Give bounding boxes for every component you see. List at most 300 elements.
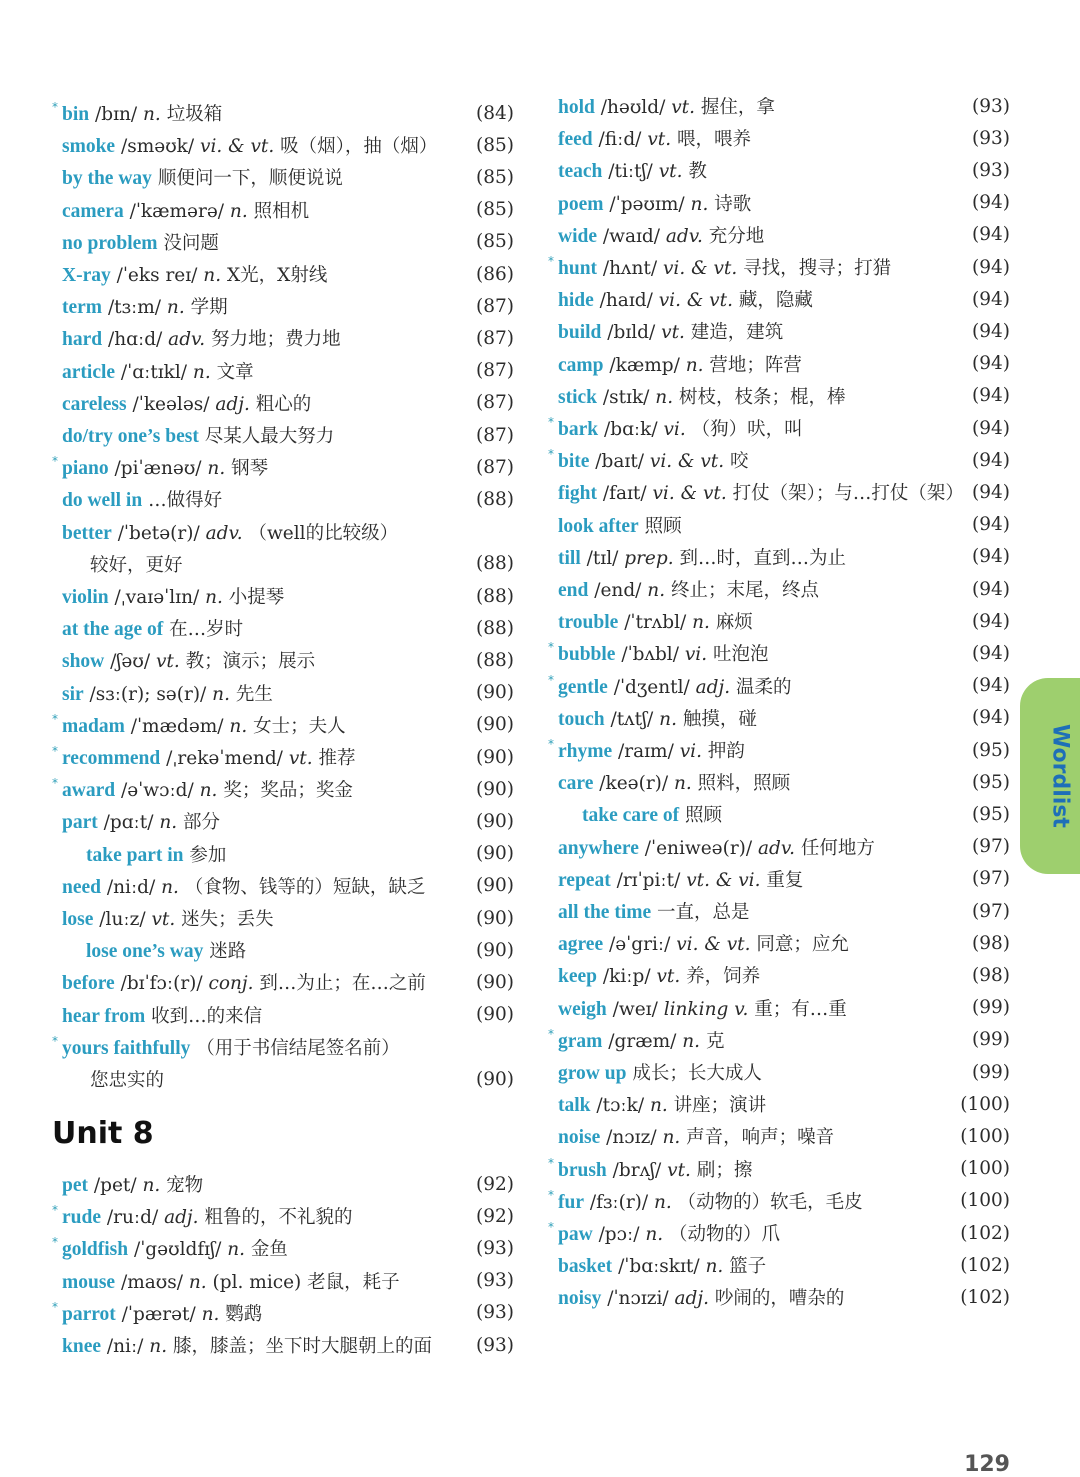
headword[interactable]: bubble [558, 644, 616, 666]
pronunciation: /niːd/ [101, 876, 162, 898]
page-reference: (94) [972, 707, 1010, 729]
headword[interactable]: touch [558, 708, 605, 730]
pronunciation: /stɪk/ [597, 386, 656, 408]
page-reference: (88) [476, 617, 514, 639]
wordlist-entry [548, 993, 1010, 1023]
headword[interactable]: hard [62, 329, 103, 351]
entry-text [558, 222, 972, 248]
entry-text [62, 229, 476, 255]
pronunciation: /ˈkeələs/ [126, 393, 216, 415]
pronunciation: /raɪm/ [612, 741, 680, 762]
page-reference: (99) [972, 997, 1010, 1019]
page-reference: (90) [476, 1068, 514, 1090]
part-of-speech: adv. [758, 837, 796, 859]
pronunciation: /waɪd/ [597, 225, 666, 247]
part-of-speech: vt. [647, 129, 672, 151]
pronunciation: /ˈnɔɪzi/ [601, 1288, 675, 1310]
entry-text [558, 125, 972, 151]
page-reference: (94) [972, 642, 1010, 664]
pronunciation: /end/ [588, 580, 648, 601]
headword[interactable]: by the way [62, 168, 152, 190]
page-reference: (94) [972, 224, 1010, 246]
headword[interactable]: recommend [62, 748, 161, 769]
page-reference: (90) [476, 714, 514, 736]
entry-text [62, 647, 476, 673]
pronunciation: /əˈgriː/ [603, 934, 677, 956]
headword[interactable]: hide [558, 290, 594, 312]
headword[interactable]: hold [558, 97, 595, 118]
headword[interactable]: paw [558, 1224, 593, 1245]
headword[interactable]: poem [558, 193, 604, 215]
page-reference: (93) [972, 95, 1010, 117]
wordlist-entry [548, 1089, 1010, 1119]
definition: （食物、钱等的）短缺，缺乏 [178, 876, 426, 898]
entry-text [62, 1235, 476, 1261]
entry-text [558, 1027, 972, 1053]
part-of-speech: adj. [164, 1207, 199, 1229]
headword[interactable]: article [62, 361, 116, 383]
headword[interactable]: basket [558, 1256, 613, 1278]
new-word-star-icon: * [52, 100, 58, 114]
entry-text [558, 286, 972, 312]
headword[interactable]: better [62, 522, 112, 544]
definition: 建造，建筑 [684, 322, 784, 344]
wordlist-entry [52, 1298, 514, 1328]
part-of-speech: vt. [671, 97, 695, 118]
definition: 女士；夫人 [247, 715, 346, 737]
page-reference: (94) [972, 385, 1010, 407]
headword[interactable]: part [62, 812, 98, 834]
entry-text [558, 995, 972, 1021]
new-word-star-icon: * [52, 1033, 58, 1048]
pronunciation: /ˈbʌbl/ [615, 644, 685, 666]
definition: 营地；阵营 [703, 354, 802, 376]
definition: 声音，响声；噪音 [680, 1127, 835, 1149]
entry-text [62, 422, 476, 448]
wordlist-entry [548, 703, 1010, 733]
wordlist-entry [52, 162, 514, 192]
part-of-speech: vi. & vt. [652, 483, 727, 505]
part-of-speech: adj. [215, 393, 250, 415]
page-reference: (98) [972, 932, 1010, 954]
page-reference: (94) [972, 675, 1010, 697]
page-reference: (94) [972, 320, 1010, 342]
wordlist-entry [52, 967, 514, 997]
definition: （well的比较级） [242, 522, 399, 544]
wordlist-entry [52, 1000, 514, 1030]
page-number: 129 [964, 1452, 1010, 1477]
wordlist-entry [548, 123, 1010, 153]
page-reference: (85) [476, 166, 514, 188]
pronunciation: /ˌrekəˈmend/ [160, 748, 289, 769]
part-of-speech: n. [227, 1239, 246, 1261]
wordlist-entry [548, 1121, 1010, 1151]
entry-text [558, 1123, 960, 1149]
part-of-speech: n. [166, 297, 185, 319]
part-of-speech: vt. [288, 748, 313, 769]
headword[interactable]: gentle [558, 676, 608, 698]
headword[interactable]: at the age of [62, 619, 164, 641]
headword[interactable]: take care of [582, 805, 680, 827]
part-of-speech: n. [655, 386, 674, 408]
page-reference: (93) [972, 159, 1010, 181]
pronunciation: /niː/ [101, 1336, 150, 1357]
headword[interactable]: rhyme [558, 741, 613, 762]
definition: 到…时，直到…为止 [673, 547, 846, 569]
definition: 您忠实的 [90, 1070, 165, 1091]
wordlist-entry [548, 671, 1010, 701]
page-reference: (93) [476, 1270, 514, 1292]
wordlist-entry [548, 638, 1010, 668]
page-reference: (92) [476, 1205, 514, 1227]
headword[interactable]: grow up [558, 1063, 627, 1084]
entry-text [62, 1002, 476, 1028]
headword[interactable]: camp [558, 354, 604, 376]
definition: 吵闹的，嘈杂的 [709, 1288, 845, 1310]
headword[interactable]: keep [558, 966, 597, 988]
headword[interactable]: award [62, 780, 116, 802]
wordlist-entry [548, 284, 1010, 314]
pronunciation: /bɪn/ [89, 104, 144, 125]
page-reference: (94) [972, 610, 1010, 632]
headword[interactable]: anywhere [558, 837, 639, 859]
definition: 刷；擦 [690, 1159, 753, 1181]
headword[interactable]: teach [558, 161, 603, 183]
definition: 部分 [177, 812, 221, 834]
page-reference: (100) [960, 1125, 1010, 1147]
pronunciation: /keə(r)/ [593, 773, 674, 795]
pronunciation: /tɔːk/ [590, 1095, 650, 1117]
wordlist-entry [52, 806, 514, 836]
part-of-speech: prep. [624, 547, 674, 569]
pronunciation: /ˈdʒentl/ [607, 676, 696, 698]
headword[interactable]: violin [62, 587, 109, 608]
new-word-star-icon: * [548, 672, 554, 687]
page-reference: (93) [972, 127, 1010, 149]
headword[interactable]: look after [558, 515, 639, 537]
headword[interactable]: lose one’s way [86, 941, 204, 963]
side-tab-label: Wordlist [1047, 724, 1073, 828]
pronunciation: /pet/ [88, 1175, 143, 1196]
headword[interactable]: piano [62, 458, 109, 480]
definition: 先生 [229, 683, 273, 705]
headword[interactable]: all the time [558, 902, 652, 923]
part-of-speech: vi. & vt. [662, 258, 738, 279]
headword[interactable]: noise [558, 1127, 601, 1149]
entry-text [62, 744, 476, 770]
headword[interactable]: madam [62, 715, 125, 737]
entry-text [558, 415, 972, 441]
pronunciation: /maʊs/ [115, 1271, 189, 1293]
new-word-star-icon: * [548, 737, 554, 751]
wordlist-entry [548, 960, 1010, 990]
pronunciation: /kiːp/ [597, 966, 657, 988]
entry-text [62, 293, 476, 319]
headword[interactable]: no problem [62, 232, 158, 254]
page-reference: (97) [972, 900, 1010, 922]
wordlist-entry [548, 1250, 1010, 1280]
wordlist-entry [52, 613, 514, 643]
entry-text [62, 486, 476, 512]
headword[interactable]: goldfish [62, 1239, 129, 1261]
entry-text [558, 1220, 960, 1246]
headword[interactable]: do well in [62, 490, 143, 512]
page-reference: (94) [972, 353, 1010, 375]
headword[interactable]: repeat [558, 869, 611, 891]
pronunciation: /brʌʃ/ [606, 1159, 668, 1181]
entry-text [558, 930, 972, 956]
page-reference: (95) [972, 739, 1010, 761]
part-of-speech: n. [674, 773, 692, 795]
headword[interactable]: talk [558, 1095, 591, 1117]
wordlist-entry [548, 832, 1010, 862]
headword[interactable]: need [62, 876, 101, 898]
entry-text [558, 866, 972, 892]
wordlist-entry [52, 356, 514, 386]
headword[interactable]: end [558, 580, 589, 601]
definition: 没问题 [163, 232, 219, 254]
pronunciation: /əˈwɔːd/ [115, 780, 200, 802]
entry-text [62, 1171, 476, 1197]
entry-text [62, 873, 476, 899]
headword[interactable]: lose [62, 909, 94, 930]
headword[interactable]: mouse [62, 1271, 116, 1293]
wordlist-entry [52, 1032, 514, 1062]
wordlist-entry [52, 581, 514, 611]
headword[interactable]: knee [62, 1336, 101, 1357]
page-reference: (88) [476, 488, 514, 510]
entry-text [62, 132, 476, 158]
definition: 养，饲养 [680, 966, 761, 988]
pronunciation: /həʊld/ [594, 97, 672, 118]
headword[interactable]: till [558, 547, 581, 569]
headword[interactable]: stick [558, 386, 597, 408]
pronunciation: /nɔɪz/ [600, 1127, 663, 1149]
headword[interactable]: gram [558, 1030, 603, 1052]
part-of-speech: linking v. [663, 998, 749, 1020]
page-reference: (94) [972, 192, 1010, 214]
wordlist-entry [548, 574, 1010, 604]
wordlist-entry [52, 1233, 514, 1263]
entry-text [558, 1188, 960, 1214]
part-of-speech: n. [203, 265, 222, 286]
page-reference: (88) [476, 585, 514, 607]
headword[interactable]: hear from [62, 1005, 146, 1027]
definition: 尽某人最大努力 [204, 426, 335, 447]
wordlist-entry [548, 381, 1010, 411]
headword[interactable]: careless [62, 393, 127, 415]
part-of-speech: n. [662, 1127, 681, 1149]
headword[interactable]: do/try one’s best [62, 426, 199, 447]
headword[interactable]: fur [558, 1191, 584, 1213]
headword[interactable]: camera [62, 200, 124, 222]
pronunciation: /faɪt/ [597, 483, 653, 505]
headword[interactable]: show [62, 651, 105, 673]
part-of-speech: n. [161, 876, 179, 898]
headword[interactable]: care [558, 773, 594, 795]
headword[interactable]: X-ray [62, 265, 111, 286]
headword[interactable]: before [62, 973, 115, 995]
entry-text [558, 769, 972, 795]
pronunciation: /kæmp/ [603, 354, 686, 376]
definition: 金鱼 [245, 1239, 288, 1261]
part-of-speech: n. [692, 612, 710, 634]
headword[interactable]: brush [558, 1159, 607, 1181]
wordlist-entry [52, 1064, 514, 1094]
headword[interactable]: weigh [558, 998, 607, 1020]
pronunciation: /hɑːd/ [102, 329, 169, 351]
definition: 钢琴 [225, 458, 269, 480]
part-of-speech: vi. & vt. [200, 136, 275, 158]
entry-text [62, 1066, 476, 1092]
wordlist-entry [52, 903, 514, 933]
definition: 寻找，搜寻；打猎 [737, 258, 892, 279]
pronunciation: /ˈɑːtɪkl/ [115, 361, 193, 383]
definition: 鹦鹉 [219, 1303, 263, 1325]
page-reference: (85) [476, 231, 514, 253]
page-reference: (93) [476, 1302, 514, 1324]
definition: (pl. mice) 老鼠，耗子 [206, 1271, 400, 1293]
headword[interactable]: parrot [62, 1303, 116, 1325]
definition: 迷失；丢失 [175, 909, 274, 930]
pronunciation: /pɔː/ [592, 1224, 646, 1245]
entry-text [558, 705, 972, 731]
definition: 一直，总是 [657, 902, 750, 923]
headword[interactable]: build [558, 322, 602, 344]
definition: 学期 [184, 297, 228, 319]
definition: 教；演示；展示 [179, 651, 316, 673]
part-of-speech: vi. [663, 419, 686, 440]
new-word-star-icon: * [52, 744, 58, 758]
entry-text [558, 640, 972, 666]
page-reference: (100) [960, 1190, 1010, 1212]
headword[interactable]: smoke [62, 136, 116, 158]
part-of-speech: adj. [695, 676, 731, 698]
definition: 照顾 [685, 805, 723, 827]
headword[interactable]: bite [558, 451, 590, 473]
wordlist-entry [548, 252, 1010, 282]
headword[interactable]: wide [558, 225, 597, 247]
wordlist-entry [548, 542, 1010, 572]
part-of-speech: vt. [658, 161, 683, 183]
definition: 充分地 [702, 225, 765, 247]
page-reference: (94) [972, 256, 1010, 278]
new-word-star-icon: * [52, 1235, 58, 1250]
wordlist-entry [52, 1201, 514, 1231]
wordlist-entry [548, 220, 1010, 250]
headword[interactable]: term [62, 297, 103, 319]
pronunciation: /tɪl/ [580, 547, 625, 569]
wordlist-entry [52, 935, 514, 965]
headword[interactable]: noisy [558, 1288, 602, 1310]
new-word-star-icon: * [52, 454, 58, 469]
part-of-speech: vi. [684, 644, 708, 666]
pronunciation: /ˈtrʌbl/ [618, 612, 693, 634]
pronunciation: /ˈkæmərə/ [123, 200, 230, 222]
part-of-speech: vi. & vt. [658, 290, 733, 312]
pronunciation: /weɪ/ [606, 998, 664, 1020]
definition: 吸（烟），抽（烟） [274, 136, 438, 158]
definition: 参加 [189, 844, 227, 866]
headword[interactable]: trouble [558, 612, 619, 634]
headword[interactable]: agree [558, 934, 604, 956]
entry-text [558, 1252, 960, 1278]
new-word-star-icon: * [52, 1299, 58, 1314]
pronunciation: /græm/ [602, 1030, 683, 1052]
pronunciation: /ˈpəʊɪm/ [603, 193, 691, 215]
wordlist-entry [548, 510, 1010, 540]
definition: X光，X射线 [221, 265, 328, 286]
wordlist-entry [548, 413, 1010, 443]
part-of-speech: n. [659, 708, 677, 730]
entry-text [62, 680, 476, 706]
definition: 粗心的 [249, 393, 312, 415]
headword[interactable]: fight [558, 483, 597, 505]
wordlist-entry [548, 1218, 1010, 1248]
page-reference: (90) [476, 875, 514, 897]
pronunciation: /ˈbetə(r)/ [111, 522, 206, 544]
part-of-speech: n. [705, 1256, 724, 1278]
wordlist-entry [52, 130, 514, 160]
pronunciation: /ˌvaɪəˈlɪn/ [108, 587, 206, 608]
headword[interactable]: bark [558, 419, 599, 440]
pronunciation: /ˈmædəm/ [124, 715, 230, 737]
headword[interactable]: bin [62, 104, 90, 125]
entry-text [558, 1156, 960, 1182]
new-word-star-icon: * [52, 711, 58, 726]
entry-text [558, 576, 972, 602]
headword[interactable]: rude [62, 1207, 101, 1229]
new-word-star-icon: * [548, 254, 554, 268]
definition: （用于书信结尾签名前） [196, 1037, 400, 1059]
pronunciation: /haɪd/ [593, 290, 659, 312]
wordlist-entry [52, 839, 514, 869]
page-reference: (85) [476, 134, 514, 156]
definition: 照相机 [247, 200, 310, 222]
definition: 宠物 [160, 1175, 204, 1196]
entry-text [558, 1284, 960, 1310]
wordlist-side-tab[interactable] [1020, 678, 1080, 874]
definition: 努力地；费力地 [205, 329, 341, 351]
entry-text [62, 1268, 476, 1294]
page-reference: (100) [960, 1093, 1010, 1115]
pronunciation: /ˈeniweə(r)/ [638, 837, 758, 859]
entry-text [558, 1091, 960, 1117]
entry-text [558, 898, 972, 924]
entry-text [62, 808, 476, 834]
wordlist-entry [548, 767, 1010, 797]
headword[interactable]: feed [558, 129, 593, 151]
page-reference: (102) [960, 1286, 1010, 1308]
headword[interactable]: yours faithfully [62, 1037, 191, 1059]
headword[interactable]: take part in [86, 844, 184, 866]
headword[interactable]: sir [62, 683, 84, 705]
pronunciation: /ˈpærət/ [115, 1303, 202, 1325]
page-reference: (86) [476, 263, 514, 285]
wordlist-entry [52, 1266, 514, 1296]
headword[interactable]: hunt [558, 258, 598, 279]
headword[interactable]: pet [62, 1175, 88, 1196]
pronunciation: /bɪld/ [601, 322, 662, 344]
entry-text [558, 1059, 972, 1085]
pronunciation: /ˈeks reɪ/ [110, 265, 204, 286]
definition: 照顾 [644, 515, 682, 537]
definition: 诗歌 [708, 193, 752, 215]
page-reference: (87) [476, 424, 514, 446]
wordlist-entry [52, 420, 514, 450]
part-of-speech: n. [201, 1303, 220, 1325]
pronunciation: /bɑːk/ [598, 419, 664, 440]
